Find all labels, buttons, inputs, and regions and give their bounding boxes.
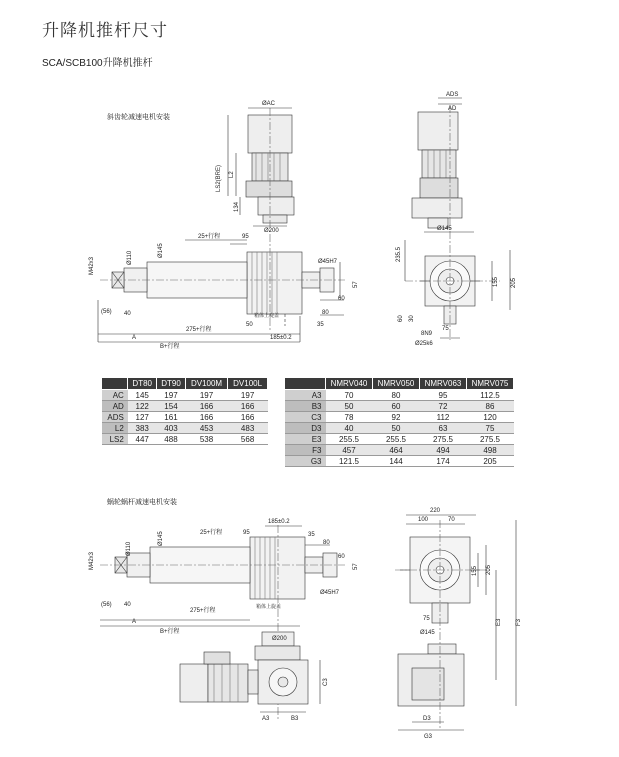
- table-cell: 120: [467, 412, 514, 423]
- table-cell: 70: [326, 390, 373, 401]
- dim-b-57: 57: [353, 563, 359, 570]
- table-cell: 144: [373, 456, 420, 467]
- dim-b-80: 80: [323, 540, 330, 546]
- dim-g3: G3: [424, 734, 433, 740]
- table-cell: 488: [157, 434, 186, 445]
- table-cell: 457: [326, 445, 373, 456]
- dim-front-d145: Ø145: [437, 226, 452, 232]
- table-row: [285, 423, 514, 434]
- table-cell: 166: [185, 401, 227, 412]
- table-cell: 95: [420, 390, 467, 401]
- table-cell: 197: [185, 390, 227, 401]
- top-side-view: [98, 108, 345, 342]
- table-header-row: [102, 378, 268, 390]
- table-cell: 255.5: [326, 434, 373, 445]
- page-title: 升降机推杆尺寸: [42, 21, 168, 40]
- row-header: L2: [102, 423, 128, 434]
- table-cell: 498: [467, 445, 514, 456]
- dim-b-d145: Ø145: [158, 531, 164, 546]
- table-cell: 40: [326, 423, 373, 434]
- dim-l2: L2: [229, 171, 235, 178]
- table-row: [102, 401, 268, 412]
- table-row: [285, 401, 514, 412]
- dim-f3: F3: [516, 618, 522, 626]
- table-cell: 255.5: [373, 434, 420, 445]
- dim-b-40: 40: [124, 602, 131, 608]
- dim-bf-75: 75: [423, 616, 430, 622]
- col-header: DV100M: [185, 378, 227, 390]
- table-cell: 121.5: [326, 456, 373, 467]
- table-row: [102, 390, 268, 401]
- dim-front-60: 60: [398, 315, 404, 322]
- table-cell: 166: [185, 412, 227, 423]
- dim-205: 205: [511, 277, 517, 288]
- table-cell: 50: [326, 401, 373, 412]
- dim-bf-d145: Ø145: [420, 630, 435, 636]
- col-header: DT80: [128, 378, 157, 390]
- table-cell: 145: [128, 390, 157, 401]
- table-cell: 447: [128, 434, 157, 445]
- motor-dimension-table: [101, 377, 268, 445]
- dim-25-stroke: 25+行程: [198, 234, 221, 240]
- table-cell: 60: [373, 401, 420, 412]
- dim-b-35: 35: [308, 532, 315, 538]
- note-wiper: 箱体上旋盖: [254, 313, 280, 319]
- row-header: E3: [285, 434, 326, 445]
- table-cell: 112.5: [467, 390, 514, 401]
- table-cell: 92: [373, 412, 420, 423]
- dim-b-275-stroke: 275+行程: [190, 608, 216, 614]
- dim-35: 35: [317, 322, 324, 328]
- dim-b-b-stroke: B+行程: [160, 629, 180, 635]
- table-cell: 197: [228, 390, 268, 401]
- row-header: F3: [285, 445, 326, 456]
- dim-d200: Ø200: [264, 228, 279, 234]
- table-cell: 197: [157, 390, 186, 401]
- table-cell: 166: [228, 401, 268, 412]
- row-header: C3: [285, 412, 326, 423]
- col-header: DV100L: [228, 378, 268, 390]
- table-cell: 464: [373, 445, 420, 456]
- table-row: [285, 412, 514, 423]
- section-label-helical: 斜齿轮减速电机安装: [107, 114, 170, 121]
- dim-a3: A3: [262, 716, 270, 722]
- dim-d25k6: Ø25k6: [415, 341, 433, 347]
- table-cell: 174: [420, 456, 467, 467]
- table-cell: 453: [185, 423, 227, 434]
- row-header: AD: [102, 401, 128, 412]
- dim-b-25-stroke: 25+行程: [200, 530, 223, 536]
- table-cell: 383: [128, 423, 157, 434]
- row-header: ADS: [102, 412, 128, 423]
- table-row: [285, 390, 514, 401]
- table-cell: 50: [373, 423, 420, 434]
- dim-56: (56): [101, 309, 112, 315]
- table-row: [102, 412, 268, 423]
- dim-ac: ØAC: [262, 101, 276, 107]
- dim-b-d45h7: Ø45H7: [320, 590, 340, 596]
- dim-front-75: 75: [442, 326, 449, 332]
- dim-b-56: (56): [101, 602, 112, 608]
- dim-d145: Ø145: [158, 243, 164, 258]
- dim-a: A: [132, 335, 137, 341]
- row-header: A3: [285, 390, 326, 401]
- worm-motor-fan: [180, 664, 208, 702]
- gear-housing: [247, 252, 302, 314]
- row-header: G3: [285, 456, 326, 467]
- table-cell: 166: [228, 412, 268, 423]
- dim-134: 134: [234, 201, 240, 212]
- table-cell: 127: [128, 412, 157, 423]
- table-cell: 154: [157, 401, 186, 412]
- table-cell: 275.5: [420, 434, 467, 445]
- table-cell: 568: [228, 434, 268, 445]
- dim-ad: AD: [448, 106, 457, 112]
- dim-235: 235.5: [396, 246, 402, 262]
- table-cell: 86: [467, 401, 514, 412]
- dim-ads: ADS: [446, 92, 459, 98]
- dim-e3: E3: [496, 618, 502, 626]
- table-cell: 494: [420, 445, 467, 456]
- col-header: [102, 378, 128, 390]
- flange: [258, 197, 294, 215]
- dim-bf-155: 155: [472, 565, 478, 576]
- dim-50: 50: [246, 322, 253, 328]
- table-row: [285, 445, 514, 456]
- table-cell: 161: [157, 412, 186, 423]
- dim-40: 40: [124, 311, 131, 317]
- row-header: D3: [285, 423, 326, 434]
- table-cell: 122: [128, 401, 157, 412]
- row-header: B3: [285, 401, 326, 412]
- top-front-view: [405, 98, 510, 340]
- col-header: NMRV063: [420, 378, 467, 390]
- worm-dimension-table: [284, 377, 514, 467]
- section-label-worm: 蜗轮蜗杆减速电机安装: [107, 499, 177, 506]
- table-cell: 205: [467, 456, 514, 467]
- table-cell: 75: [467, 423, 514, 434]
- dim-d45h7: Ø45H7: [318, 259, 338, 265]
- dim-b-m42: M42x3: [89, 551, 95, 570]
- dim-185: 185±0.2: [270, 335, 292, 341]
- dim-b-185: 185±0.2: [268, 519, 290, 525]
- dim-b-stroke: B+行程: [160, 344, 180, 350]
- col-header: DT90: [157, 378, 186, 390]
- dim-100: 100: [418, 517, 429, 523]
- dim-b-60: 60: [338, 554, 345, 560]
- dim-57: 57: [353, 281, 359, 288]
- gearbox: [246, 181, 292, 197]
- dim-275-stroke: 275+行程: [186, 327, 212, 333]
- col-header: [285, 378, 326, 390]
- row-header: AC: [102, 390, 128, 401]
- dim-b-d200: Ø200: [272, 636, 287, 642]
- dim-b-a: A: [132, 619, 137, 625]
- table-cell: 483: [228, 423, 268, 434]
- row-header: LS2: [102, 434, 128, 445]
- dim-b-95: 95: [243, 530, 250, 536]
- dim-front-30: 30: [409, 315, 415, 322]
- dim-b3: B3: [291, 716, 299, 722]
- dim-c3: C3: [323, 678, 329, 686]
- table-header-row: [285, 378, 514, 390]
- table-row: [102, 423, 268, 434]
- dim-95: 95: [242, 234, 249, 240]
- table-row: [285, 434, 514, 445]
- dim-60: 60: [338, 296, 345, 302]
- dim-d3: D3: [423, 716, 431, 722]
- table-cell: 403: [157, 423, 186, 434]
- dim-d110: Ø110: [127, 250, 133, 265]
- dim-bf-205: 205: [486, 564, 492, 575]
- table-cell: 80: [373, 390, 420, 401]
- bottom-side-view: [100, 525, 345, 720]
- col-header: NMRV075: [467, 378, 514, 390]
- note-b-wiper: 箱体上旋盖: [256, 604, 282, 610]
- table-cell: 538: [185, 434, 227, 445]
- dim-ls2: LS2(BRE): [216, 164, 222, 192]
- dim-8n9: 8N9: [421, 331, 433, 337]
- dim-m42: M42x3: [89, 256, 95, 275]
- page-subtitle: SCA/SCB100升降机推杆: [42, 58, 153, 69]
- table-cell: 63: [420, 423, 467, 434]
- dim-220: 220: [430, 508, 441, 514]
- dim-155: 155: [493, 276, 499, 287]
- col-header: NMRV040: [326, 378, 373, 390]
- table-row: [285, 456, 514, 467]
- col-header: NMRV050: [373, 378, 420, 390]
- table-cell: 112: [420, 412, 467, 423]
- table-row: [102, 434, 268, 445]
- dim-70: 70: [448, 517, 455, 523]
- table-cell: 275.5: [467, 434, 514, 445]
- dim-80: 80: [322, 310, 329, 316]
- table-cell: 78: [326, 412, 373, 423]
- dim-b-d110: Ø110: [126, 541, 132, 556]
- table-cell: 72: [420, 401, 467, 412]
